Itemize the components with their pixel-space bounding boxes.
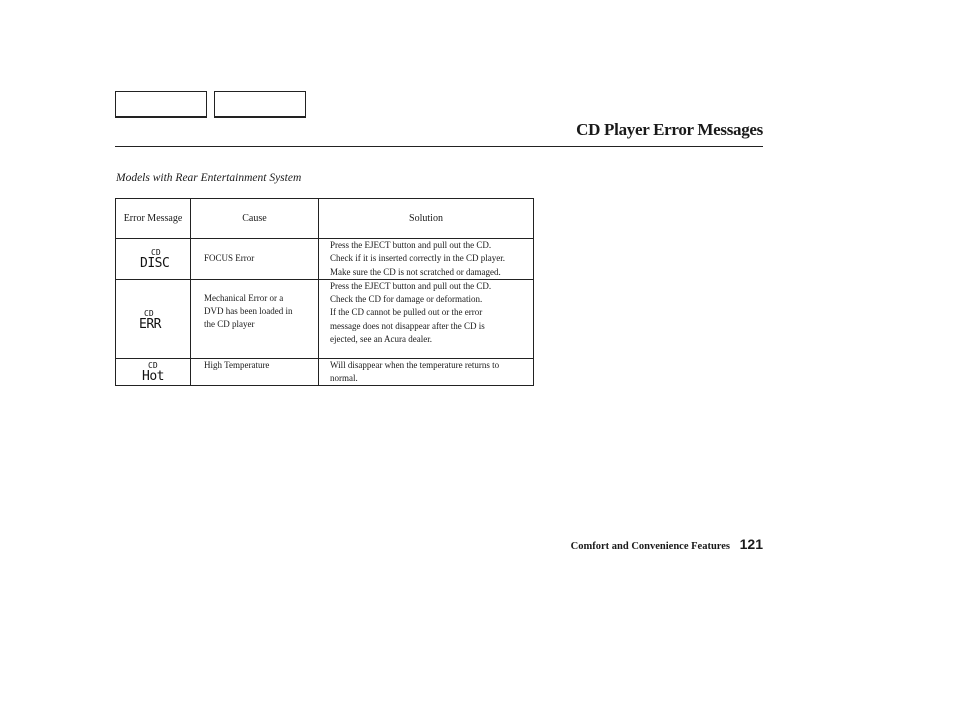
header-tab-box-2 (214, 91, 306, 118)
solution-cell: Will disappear when the temperature returns to normal. (319, 358, 534, 386)
svg-text:CD: CD (151, 247, 161, 257)
cause-cell: Mechanical Error or a DVD has been loaded in the CD player (191, 279, 319, 358)
solution-cell: Press the EJECT button and pull out the CD. Check the CD for damage or deformation. If the CD cannot be pulled out or the error message does not disappear after the CD is ejected, see an Acura dealer. (319, 279, 534, 358)
table-row (116, 358, 534, 386)
cause-cell: FOCUS Error (191, 239, 319, 280)
error-messages-table (115, 198, 534, 386)
lcd-disc-icon (138, 247, 172, 271)
table-header-row (116, 199, 534, 239)
footer-section-title: Comfort and Convenience Features (570, 541, 730, 552)
error-display-hot (116, 358, 191, 386)
lcd-err-icon (138, 306, 172, 332)
table-row (116, 239, 534, 280)
column-header-error-message: Error Message (116, 199, 191, 239)
error-display-disc (116, 239, 191, 280)
table-row (116, 279, 534, 358)
column-header-solution: Solution (319, 199, 534, 239)
svg-text:ERR: ERR (139, 316, 161, 332)
header-tab-box-1 (115, 91, 207, 118)
svg-text:Hot: Hot (142, 369, 164, 385)
cause-cell: High Temperature (191, 358, 319, 386)
page-title: CD Player Error Messages (576, 120, 763, 139)
lcd-hot-icon (138, 360, 172, 384)
section-subtitle: Models with Rear Entertainment System (116, 172, 302, 184)
svg-text:DISC: DISC (140, 255, 170, 271)
error-display-err (116, 279, 191, 358)
header-rule (115, 146, 763, 147)
solution-cell: Press the EJECT button and pull out the CD. Check if it is inserted correctly in the CD player. Make sure the CD is not scratched or damaged. (319, 239, 534, 280)
svg-text:CD: CD (144, 308, 154, 318)
column-header-cause: Cause (191, 199, 319, 239)
svg-text:CD: CD (148, 361, 158, 371)
page-number: 121 (739, 536, 763, 552)
